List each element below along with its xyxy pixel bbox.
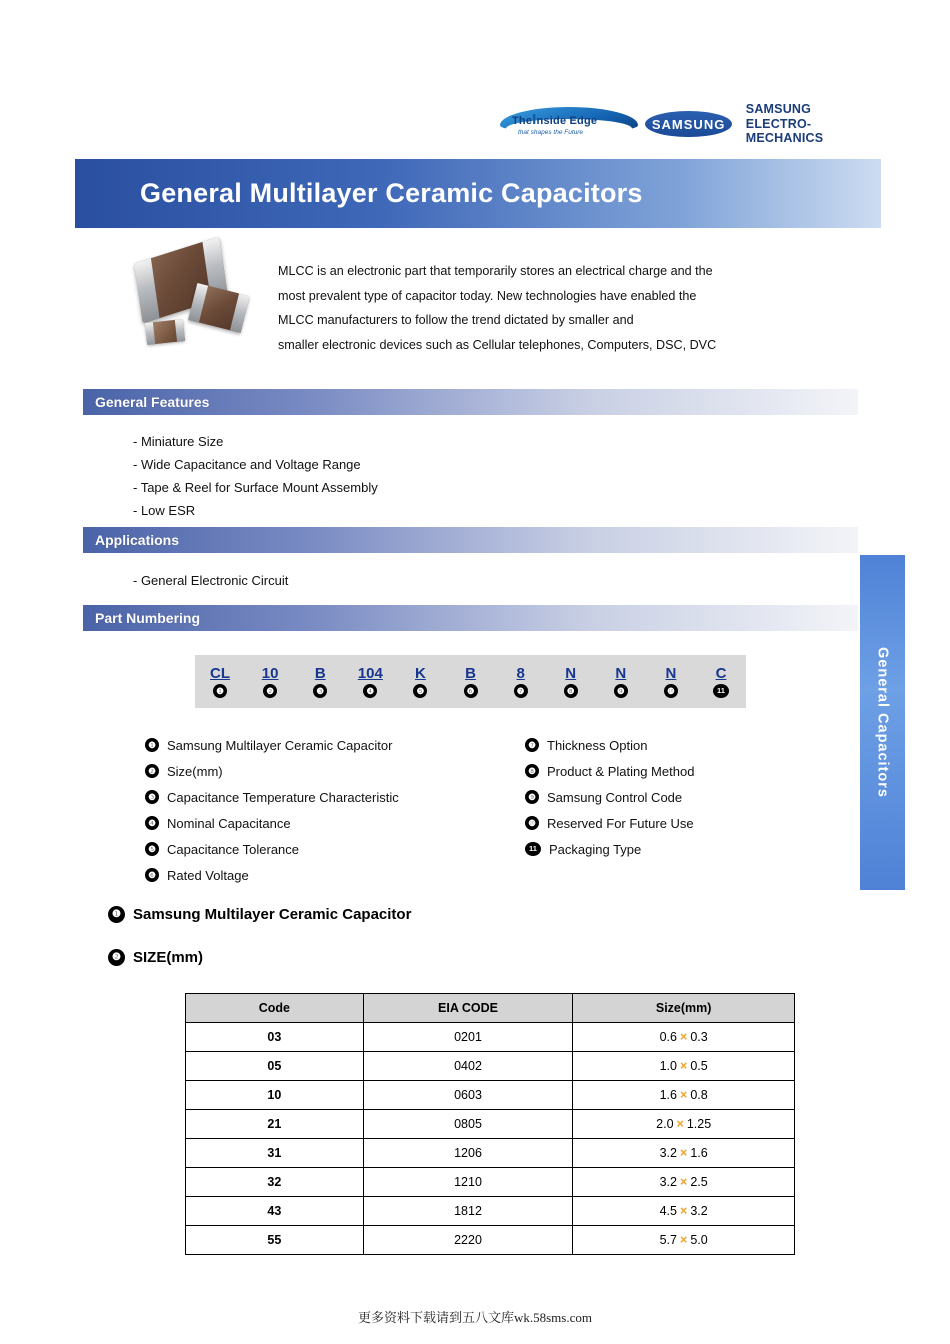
- intro-line-2: most prevalent type of capacitor today. New technologies have enabled the: [278, 288, 697, 303]
- applications-list: [133, 569, 288, 592]
- cell-code-1: 03: [186, 1023, 364, 1052]
- multiply-icon-2: ×: [680, 1059, 688, 1073]
- legend-item-right-label-2: Product & Plating Method: [547, 763, 695, 779]
- part-number-code-strip: [195, 655, 746, 708]
- legend-item-right-number-icon-3: ❾: [525, 790, 539, 804]
- multiply-icon-5: ×: [680, 1146, 688, 1160]
- section-header-general-features: [83, 389, 858, 415]
- part-code-value-6: B: [465, 665, 476, 682]
- mlcc-chip-illustration: [120, 245, 255, 355]
- part-code-cell-9: [596, 655, 646, 708]
- legend-item-right-number-icon-2: ❽: [525, 764, 539, 778]
- table-header-row: [186, 994, 795, 1023]
- legend-item-right-5: [525, 836, 845, 862]
- cell-eia-1: 0201: [363, 1023, 573, 1052]
- cell-size-4: [573, 1110, 795, 1139]
- size-a-8: 5.7: [659, 1233, 677, 1247]
- cell-size-6: [573, 1168, 795, 1197]
- samsung-oval-logo: SAMSUNG: [645, 111, 731, 137]
- table-row: [186, 1139, 795, 1168]
- legend-item-left-number-icon-3: ❸: [145, 790, 159, 804]
- feature-item-3: - Low ESR: [133, 503, 196, 518]
- size-b-8: 5.0: [690, 1233, 708, 1247]
- size-a-3: 1.6: [659, 1088, 677, 1102]
- heading-size-mm-label: SIZE(mm): [133, 949, 204, 966]
- size-code-table: [185, 993, 795, 1255]
- size-a-6: 3.2: [659, 1175, 677, 1189]
- legend-column-left: [145, 732, 525, 888]
- part-code-cell-6: [445, 655, 495, 708]
- part-code-number-icon-11: 11: [713, 684, 729, 698]
- part-code-number-icon-8: ❽: [564, 684, 578, 698]
- size-a-2: 1.0: [659, 1059, 677, 1073]
- part-code-value-5: K: [415, 665, 426, 682]
- table-row: [186, 1110, 795, 1139]
- title-banner: [75, 159, 881, 228]
- inside-edge-i: I: [532, 111, 537, 128]
- legend-item-left-3: [145, 784, 525, 810]
- cell-eia-6: 1210: [363, 1168, 573, 1197]
- size-b-5: 1.6: [690, 1146, 708, 1160]
- legend-item-left-label-5: Capacitance Tolerance: [167, 841, 300, 857]
- cell-size-8: [573, 1226, 795, 1255]
- cell-code-3: 10: [186, 1081, 364, 1110]
- table-row: [186, 1226, 795, 1255]
- part-code-value-1: CL: [210, 665, 231, 682]
- legend-item-right-label-5: Packaging Type: [549, 841, 642, 857]
- size-b-2: 0.5: [690, 1059, 708, 1073]
- cell-code-8: 55: [186, 1226, 364, 1255]
- cell-size-1: [573, 1023, 795, 1052]
- section-header-part-numbering: [83, 605, 858, 631]
- legend-item-right-1: [525, 732, 845, 758]
- legend-item-left-number-icon-6: ❻: [145, 868, 159, 882]
- capacitor-small-icon: [145, 319, 185, 345]
- cell-code-6: 32: [186, 1168, 364, 1197]
- cell-eia-8: 2220: [363, 1226, 573, 1255]
- legend-item-left-5: [145, 836, 525, 862]
- cell-code-2: 05: [186, 1052, 364, 1081]
- heading-samsung-mlcc: [108, 906, 411, 923]
- cell-code-7: 43: [186, 1197, 364, 1226]
- legend-item-right-number-icon-5: 11: [525, 842, 541, 856]
- section-header-general-features-label: General Features: [95, 394, 210, 410]
- part-code-number-icon-6: ❻: [464, 684, 478, 698]
- legend-item-left-label-1: Samsung Multilayer Ceramic Capacitor: [167, 737, 393, 753]
- part-code-number-icon-10: ❿: [664, 684, 678, 698]
- part-code-cell-7: [496, 655, 546, 708]
- size-b-1: 0.3: [690, 1030, 708, 1044]
- capacitor-medium-icon: [188, 283, 250, 333]
- heading-samsung-mlcc-label: Samsung Multilayer Ceramic Capacitor: [133, 906, 412, 923]
- size-a-4: 2.0: [656, 1117, 674, 1131]
- application-item-0: - General Electronic Circuit: [133, 573, 289, 588]
- part-code-value-9: N: [615, 665, 627, 682]
- legend-item-left-label-4: Nominal Capacitance: [167, 815, 291, 831]
- inside-edge-tagline: that shapes the Future: [518, 129, 584, 136]
- part-code-value-7: 8: [516, 665, 525, 682]
- inside-edge-the: The: [512, 115, 533, 127]
- legend-item-left-4: [145, 810, 525, 836]
- part-code-cell-10: [646, 655, 696, 708]
- part-code-cell-8: [546, 655, 596, 708]
- cell-eia-4: 0805: [363, 1110, 573, 1139]
- legend-item-left-1: [145, 732, 525, 758]
- size-a-5: 3.2: [659, 1146, 677, 1160]
- legend-item-left-number-icon-4: ❹: [145, 816, 159, 830]
- multiply-icon-3: ×: [680, 1088, 688, 1102]
- section-header-applications-label: Applications: [95, 532, 180, 548]
- multiply-icon-4: ×: [676, 1117, 684, 1131]
- part-number-legend: [145, 732, 845, 888]
- legend-item-left-2: [145, 758, 525, 784]
- legend-item-right-label-3: Samsung Control Code: [547, 789, 683, 805]
- cell-code-4: 21: [186, 1110, 364, 1139]
- intro-line-4: smaller electronic devices such as Cellular telephones, Computers, DSC, DVC: [278, 337, 717, 352]
- part-code-cell-5: [395, 655, 445, 708]
- general-features-list: [133, 430, 378, 522]
- size-b-4: 1.25: [686, 1117, 712, 1131]
- sem-line-2: ELECTRO-MECHANICS: [745, 116, 824, 146]
- feature-item-2: - Tape & Reel for Surface Mount Assembly: [133, 480, 378, 495]
- legend-item-left-label-2: Size(mm): [167, 763, 223, 779]
- inside-edge-wordmark: [512, 111, 642, 128]
- sem-line-1: SAMSUNG: [745, 102, 812, 117]
- part-code-number-icon-5: ❺: [413, 684, 427, 698]
- feature-item-0: - Miniature Size: [133, 434, 224, 449]
- part-code-number-icon-3: ❸: [313, 684, 327, 698]
- logo-row: [500, 103, 880, 145]
- part-code-value-2: 10: [261, 665, 279, 682]
- heading-size-mm: [108, 949, 203, 966]
- part-code-value-10: N: [665, 665, 677, 682]
- samsung-electro-mechanics-wordmark: [746, 102, 880, 145]
- legend-item-left-number-icon-2: ❷: [145, 764, 159, 778]
- cell-code-5: 31: [186, 1139, 364, 1168]
- size-b-3: 0.8: [690, 1088, 708, 1102]
- part-code-value-8: N: [565, 665, 577, 682]
- table-row: [186, 1197, 795, 1226]
- column-header-code: Code: [186, 994, 364, 1023]
- cell-eia-3: 0603: [363, 1081, 573, 1110]
- part-code-cell-1: [195, 655, 245, 708]
- legend-item-left-number-icon-5: ❺: [145, 842, 159, 856]
- multiply-icon-7: ×: [680, 1204, 688, 1218]
- legend-item-right-label-4: Reserved For Future Use: [547, 815, 694, 831]
- side-tab-label: General Capacitors: [874, 647, 891, 798]
- cell-size-2: [573, 1052, 795, 1081]
- multiply-icon-6: ×: [680, 1175, 688, 1189]
- part-code-value-11: C: [715, 665, 727, 682]
- inside-edge-logo: [500, 105, 631, 143]
- table-row: [186, 1023, 795, 1052]
- cell-size-5: [573, 1139, 795, 1168]
- table-row: [186, 1168, 795, 1197]
- page-title: General Multilayer Ceramic Capacitors: [140, 178, 643, 208]
- legend-item-right-number-icon-4: ❿: [525, 816, 539, 830]
- legend-item-left-label-3: Capacitance Temperature Characteristic: [167, 789, 399, 805]
- part-code-number-icon-2: ❷: [263, 684, 277, 698]
- part-code-cell-2: [245, 655, 295, 708]
- legend-item-right-label-1: Thickness Option: [547, 737, 648, 753]
- legend-item-left-6: [145, 862, 525, 888]
- size-a-1: 0.6: [659, 1030, 677, 1044]
- table-row: [186, 1081, 795, 1110]
- legend-item-right-4: [525, 810, 845, 836]
- part-code-cell-11: [696, 655, 746, 708]
- column-header-eia-code: EIA CODE: [363, 994, 573, 1023]
- part-code-number-icon-4: ❹: [363, 684, 377, 698]
- legend-item-left-label-6: Rated Voltage: [167, 867, 249, 883]
- column-header-size-mm: Size(mm): [573, 994, 795, 1023]
- part-code-value-4: 104: [357, 665, 383, 682]
- side-tab-general-capacitors: [860, 555, 905, 890]
- part-code-number-icon-1: ❶: [213, 684, 227, 698]
- size-a-7: 4.5: [659, 1204, 677, 1218]
- size-b-7: 3.2: [690, 1204, 708, 1218]
- multiply-icon-1: ×: [680, 1030, 688, 1044]
- multiply-icon-8: ×: [680, 1233, 688, 1247]
- section-header-part-numbering-label: Part Numbering: [95, 610, 201, 626]
- legend-item-right-2: [525, 758, 845, 784]
- footer-text: 更多资料下载请到五八文库wk.58sms.com: [357, 1310, 592, 1325]
- bullet-number-2-icon: ❷: [108, 949, 125, 966]
- cell-eia-2: 0402: [363, 1052, 573, 1081]
- inside-edge-rest: nside Edge: [536, 115, 598, 127]
- cell-eia-7: 1812: [363, 1197, 573, 1226]
- cell-size-3: [573, 1081, 795, 1110]
- legend-item-right-3: [525, 784, 845, 810]
- cell-eia-5: 1206: [363, 1139, 573, 1168]
- size-b-6: 2.5: [690, 1175, 708, 1189]
- intro-line-1: MLCC is an electronic part that temporarily stores an electrical charge and the: [278, 264, 713, 278]
- part-code-value-3: B: [314, 665, 326, 682]
- intro-line-3: MLCC manufacturers to follow the trend dictated by smaller and: [278, 313, 634, 327]
- part-code-cell-4: [345, 655, 395, 708]
- legend-item-left-number-icon-1: ❶: [145, 738, 159, 752]
- section-header-applications: [83, 527, 858, 553]
- intro-paragraph: [278, 259, 858, 357]
- legend-column-right: [525, 732, 845, 888]
- part-code-number-icon-7: ❼: [514, 684, 528, 698]
- legend-item-right-number-icon-1: ❼: [525, 738, 539, 752]
- table-row: [186, 1052, 795, 1081]
- part-code-cell-3: [295, 655, 345, 708]
- part-code-number-icon-9: ❾: [614, 684, 628, 698]
- feature-item-1: - Wide Capacitance and Voltage Range: [133, 457, 361, 472]
- bullet-number-1-icon: ❶: [108, 906, 125, 923]
- cell-size-7: [573, 1197, 795, 1226]
